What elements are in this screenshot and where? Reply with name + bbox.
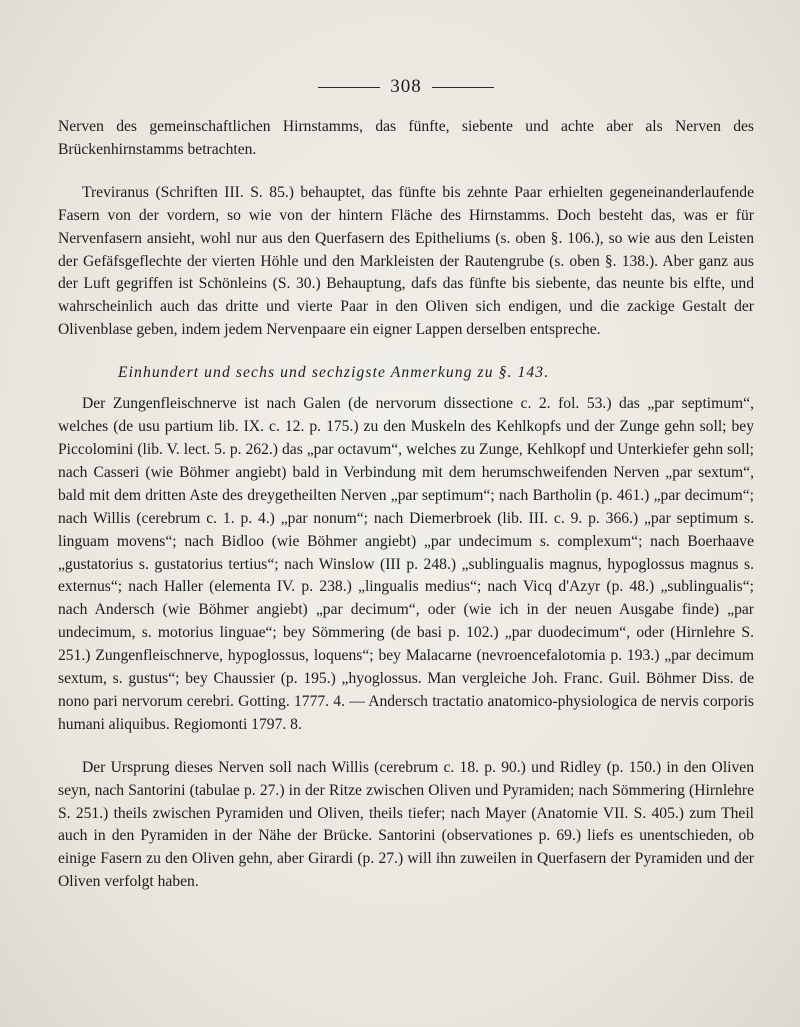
paragraph-treviranus: Treviranus (Schriften III. S. 85.) behauptet, das fünfte bis zehnte Paar erhielten gegeneinanderlaufende Fasern von der vordern, so wie von der hintern Fläche des Hirnstamms. Doch besteht das, was er für Nervenfasern ansieht, wohl nur aus den Querfasern des Epitheliums (s. oben §. 106.), so wie aus den Leisten der Gefäfsgeflechte der vierten Höhle und den Markleisten der Rautengrube (s. oben §. 138.). Aber ganz aus der Luft gegriffen ist Schönleins (S. 30.) Behauptung, dafs das fünfte bis siebente, das neunte bis elfte, und wahrscheinlich auch das dritte und vierte Paar in den Oliven sich endigen, und die zackige Gestalt der Olivenblase geben, indem jedem Nervenpaare ein eigner Lappen derselben entspreche. (58, 183, 754, 339)
paragraph-zungenfleischnerve: Der Zungenfleischnerve ist nach Galen (de nervorum dissectione c. 2. fol. 53.) das „par septimum“, welches (de usu partium lib. IX. c. 12. p. 175.) zu den Muskeln des Kehlkopfs und der Zunge gehn soll; bey Piccolomini (lib. V. lect. 5. p. 262.) das „par octavum“, welches zu Zunge, Kehlkopf und Unterkiefer gehn soll; nach Casseri (wie Böhmer angiebt) bald in Verbindung mit dem herumschweifenden Nerven „par sextum“, bald mit dem dritten Aste des dreygetheilten Nerven „par septimum“; nach Bartholin (p. 461.) „par decimum“; nach Willis (cerebrum c. 1. p. 4.) „par nonum“; nach Diemerbroek (lib. III. c. 9. p. 366.) „par septimum s. linguam movens“; nach Bidloo (wie Böhmer angiebt) „par undecimum s. complexum“; nach Boerhaave „gustatorius s. gustatorius tertius“; nach Winslow (III p. 248.) „sublingualis magnus, hypoglossus magnus s. externus“; nach Haller (elementa IV. p. 238.) „lingualis medius“; nach Vicq d'Azyr (p. 48.) „sublingualis“; nach Andersch (wie Böhmer angiebt) „par decimum“, oder (wie ich in der neuen Ausgabe finde) „par undecimum, s. motorius linguae“; bey Sömmering (de basi p. 102.) „par duodecimum“, oder (Hirnlehre S. 251.) Zungenfleischnerve, hypoglossus, loquens“; bey Malacarne (nevroencefalotomia p. 193.) „par decimum sextum, s. gustus“; bey Chaussier (p. 195.) „hyoglossus. Man vergleiche Joh. Franc. Guil. Böhmer Diss. de nono pari nervorum cerebri. Gotting. 1777. 4. — Andersch tractatio anatomico-physiologica de nervis corporis humani aliquibus. Regiomonti 1797. 8. (58, 395, 754, 733)
page-header (58, 72, 754, 102)
section-heading: Einhundert und sechs und sechzigste Anmerkung zu §. 143. (118, 364, 550, 382)
page-number: 308 (390, 76, 422, 97)
paragraph-continuation: Nerven des gemeinschaftlichen Hirnstamms, das fünfte, siebente und achte aber als Nerven des Brückenhirnstamms betrachten. (58, 118, 754, 158)
header-rule-right (432, 87, 494, 88)
header-rule-left (318, 87, 380, 88)
paragraph-ursprung: Der Ursprung dieses Nerven soll nach Willis (cerebrum c. 18. p. 90.) und Ridley (p. 150.) in den Oliven seyn, nach Santorini (tabulae p. 27.) in der Ritze zwischen Oliven und Pyramiden; nach Sömmering (Hirnlehre S. 251.) theils zwischen Pyramiden und Oliven, theils tiefer; nach Mayer (Anatomie VII. S. 405.) zum Theil auch in den Pyramiden in der Nähe der Brücke. Santorini (observationes p. 69.) liefs es unentschieden, ob einige Fasern zu den Oliven gehn, aber Girardi (p. 27.) will ihn zuweilen in Querfasern der Pyramiden und der Oliven verfolgt haben. (58, 758, 754, 891)
